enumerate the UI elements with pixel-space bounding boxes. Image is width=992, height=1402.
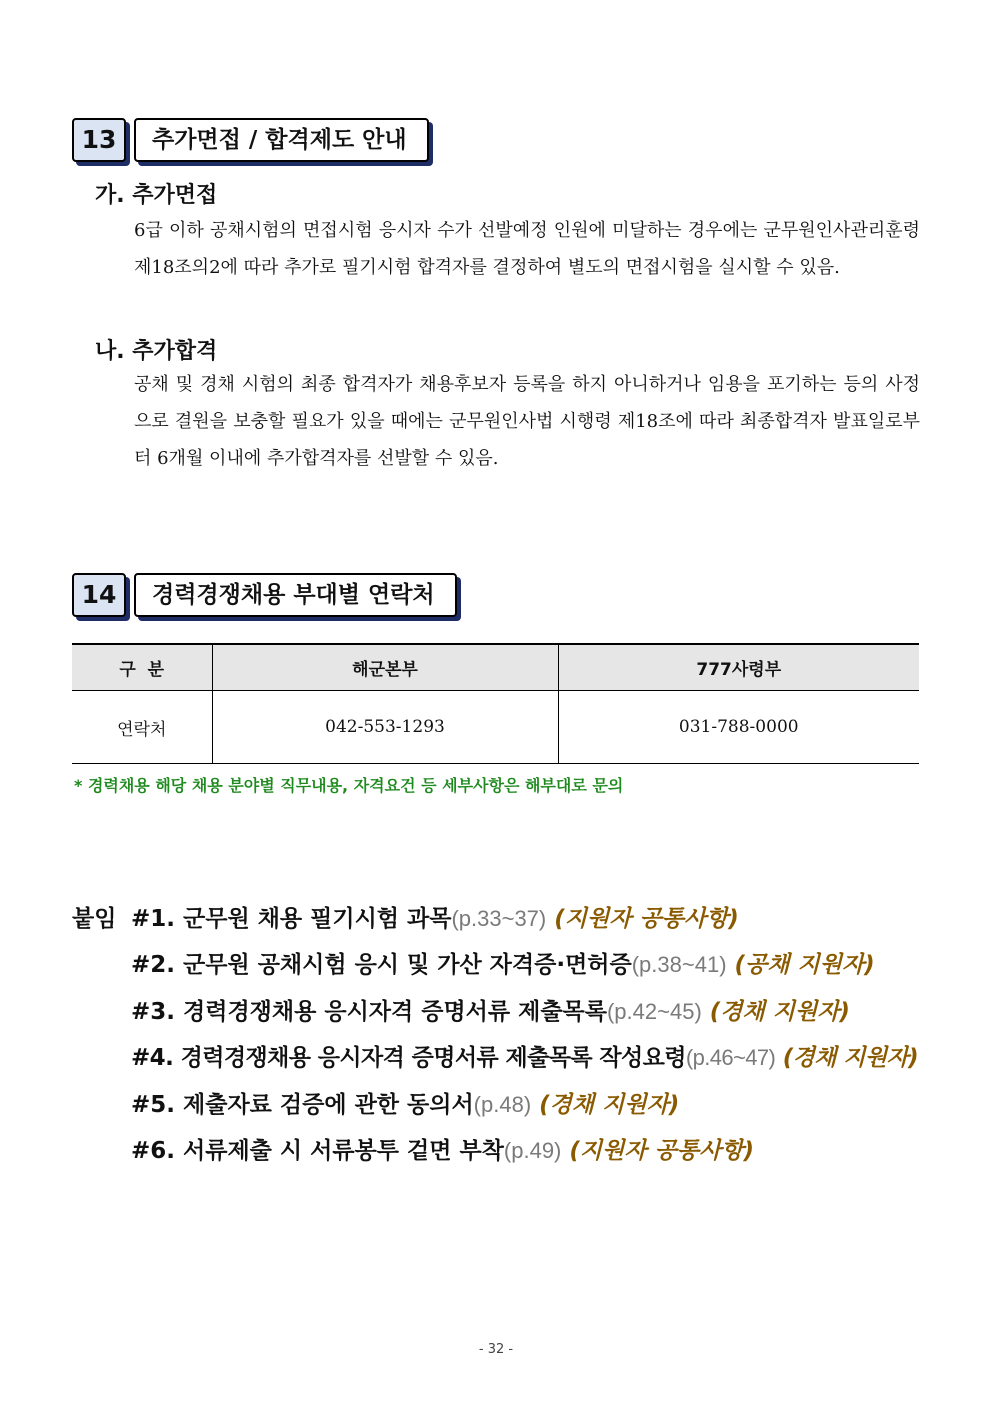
section-number: 13	[72, 118, 126, 162]
section-title: 추가면접 / 합격제도 안내	[134, 118, 429, 162]
attachment-title: 제출자료 검증에 관한 동의서	[183, 1092, 474, 1118]
attachment-pages: (p.33~37)	[451, 906, 547, 931]
paragraph-additional-interview: 6급 이하 공채시험의 면접시험 응시자 수가 선발예정 인원에 미달하는 경우에는 군무원인사관리훈령 제18조의2에 따라 추가로 필기시험 합격자를 결정하여 별도의 면접시험을 실시할 수 있음.	[134, 220, 920, 278]
attachment-title: 군무원 채용 필기시험 과목	[183, 906, 452, 932]
attachment-item	[131, 1086, 679, 1119]
paragraph-additional-pass: 공채 및 경채 시험의 최종 합격자가 채용후보자 등록을 하지 아니하거나 임용을 포기하는 등의 사정으로 결원을 보충할 필요가 있을 때에는 군무원인사법 시행령 제18조에 따라 최종합격자 발표일로부터 6개월 이내에 추가합격자를 선발할 수 있음.	[134, 374, 920, 469]
table-header-row	[72, 644, 919, 691]
column-header: 777사령부	[558, 644, 919, 691]
attachment-pages: (p.48)	[473, 1092, 532, 1117]
column-header: 구 분	[72, 644, 212, 691]
attachment-audience: (경채 지원자)	[709, 999, 850, 1025]
attachment-audience: (지원자 공통사항)	[569, 1138, 754, 1164]
attachment-number: #3.	[131, 999, 176, 1025]
row-label: 연락처	[72, 691, 212, 764]
attachment-title: 군무원 공채시험 응시 및 가산 자격증·면허증	[183, 952, 632, 978]
phone-navy-hq: 042-553-1293	[212, 691, 558, 764]
attachment-audience: (지원자 공통사항)	[554, 906, 739, 932]
attachment-pages: (p.38~41)	[631, 952, 727, 977]
attachment-item	[131, 946, 875, 979]
attachment-number: #4.	[131, 1045, 174, 1071]
attachment-number: #1.	[131, 906, 176, 932]
attachment-item	[131, 993, 850, 1026]
attachment-number: #6.	[131, 1138, 176, 1164]
section-number: 14	[72, 573, 126, 617]
attachment-title: 서류제출 시 서류봉투 겉면 부착	[183, 1138, 504, 1164]
column-header: 해군본부	[212, 644, 558, 691]
attachment-item	[131, 1132, 754, 1165]
attachment-audience: (경채 지원자)	[539, 1092, 680, 1118]
attachment-item	[131, 900, 739, 933]
attachment-audience: (경채 지원자)	[782, 1045, 919, 1071]
attachment-pages: (p.46~47)	[685, 1045, 776, 1070]
contact-note: * 경력채용 해당 채용 분야별 직무내용, 자격요건 등 세부사항은 해부대로 문의	[74, 776, 624, 795]
attachments-prefix: 붙임	[72, 906, 117, 932]
contact-table	[72, 643, 919, 764]
section-title: 경력경쟁채용 부대별 연락처	[134, 573, 457, 617]
phone-777-command: 031-788-0000	[558, 691, 919, 764]
page-number: - 32 -	[478, 1342, 514, 1357]
attachment-title: 경력경쟁채용 응시자격 증명서류 제출목록	[183, 999, 607, 1025]
attachment-audience: (공채 지원자)	[734, 952, 875, 978]
table-row	[72, 691, 919, 764]
attachment-pages: (p.49)	[503, 1138, 562, 1163]
attachment-title: 경력경쟁채용 응시자격 증명서류 제출목록 작성요령	[180, 1045, 686, 1071]
subheading-additional-interview: 가. 추가면접	[95, 183, 218, 208]
attachment-item	[131, 1039, 918, 1072]
attachment-pages: (p.42~45)	[606, 999, 702, 1024]
attachment-number: #2.	[131, 952, 176, 978]
subheading-additional-pass: 나. 추가합격	[95, 339, 218, 364]
attachment-number: #5.	[131, 1092, 176, 1118]
